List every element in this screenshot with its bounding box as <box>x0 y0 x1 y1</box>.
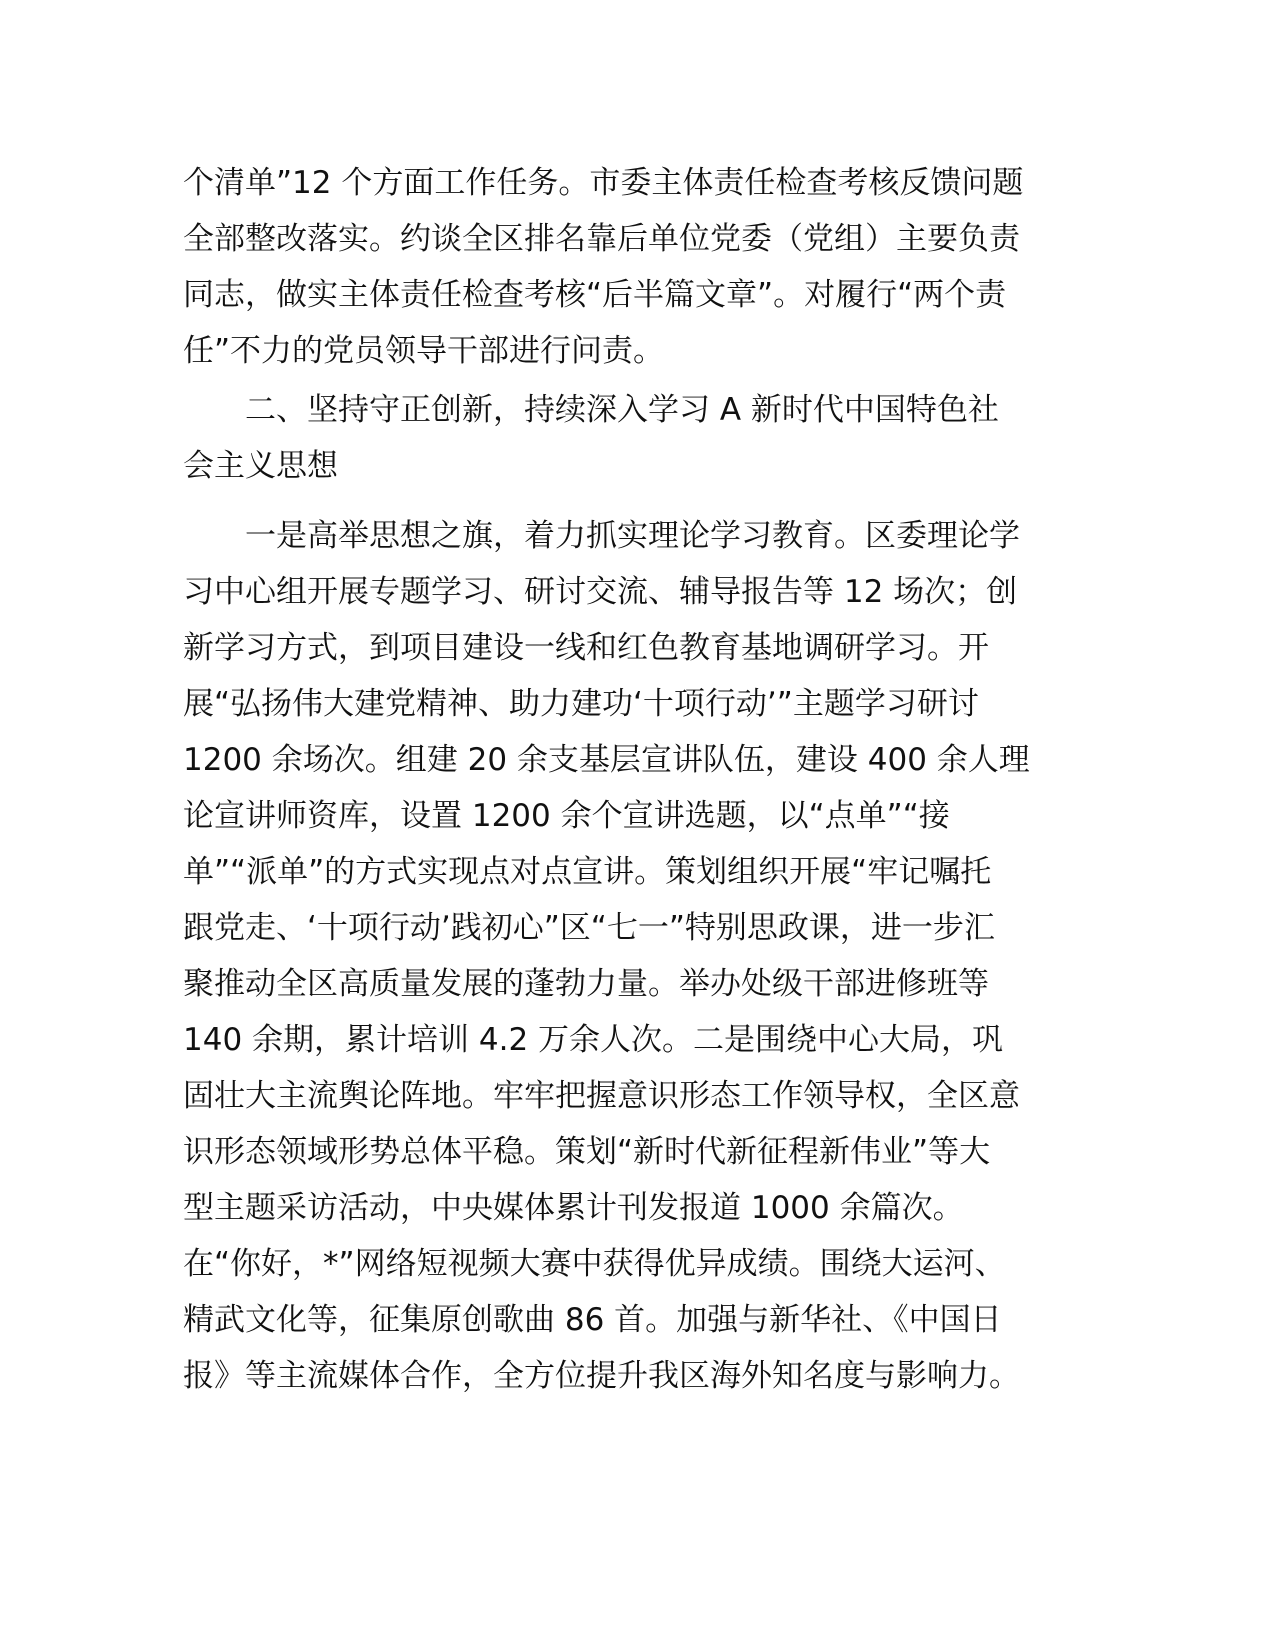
section-heading <box>183 382 1083 494</box>
text-line: 同志，做实主体责任检查考核“后半篇文章”。对履行“两个责 <box>183 277 1007 313</box>
text-line: 任”不力的党员领导干部进行问责。 <box>183 333 665 369</box>
text-line: 单”“派单”的方式实现点对点宣讲。策划组织开展“牢记嘱托 <box>183 854 992 890</box>
text-line: 论宣讲师资库，设置 1200 余个宣讲选题，以“点单”“接 <box>183 798 950 834</box>
text-line: 习中心组开展专题学习、研讨交流、辅导报告等 12 场次；创 <box>183 574 1018 610</box>
text-line: 在“你好，*”网络短视频大赛中获得优异成绩。围绕大运河、 <box>183 1246 1006 1282</box>
text-line: 140 余期，累计培训 4.2 万余人次。二是围绕中心大局，巩 <box>183 1022 1004 1058</box>
text-line: 展“弘扬伟大建党精神、助力建功‘十项行动’”主题学习研讨 <box>183 686 979 722</box>
text-line: 固壮大主流舆论阵地。牢牢把握意识形态工作领导权，全区意 <box>183 1078 1020 1114</box>
text-line: 识形态领域形势总体平稳。策划“新时代新征程新伟业”等大 <box>183 1134 991 1170</box>
paragraph-theory-study <box>183 508 1083 1404</box>
text-line: 1200 余场次。组建 20 余支基层宣讲队伍，建设 400 余人理 <box>183 742 1030 778</box>
heading-line: 会主义思想 <box>183 448 338 484</box>
text-line: 聚推动全区高质量发展的蓬勃力量。举办处级干部进修班等 <box>183 966 989 1002</box>
text-line: 新学习方式，到项目建设一线和红色教育基地调研学习。开 <box>183 630 989 666</box>
text-line: 个清单”12 个方面工作任务。市委主体责任检查考核反馈问题 <box>183 165 1024 201</box>
text-line: 报》等主流媒体合作，全方位提升我区海外知名度与影响力。 <box>183 1358 1020 1394</box>
text-line: 一是高举思想之旗，着力抓实理论学习教育。区委理论学 <box>245 518 1020 554</box>
text-line: 精武文化等，征集原创歌曲 86 首。加强与新华社、《中国日 <box>183 1302 1002 1338</box>
text-line: 跟党走、‘十项行动’践初心”区“七一”特别思政课，进一步汇 <box>183 910 995 946</box>
paragraph-accountability <box>183 155 1083 379</box>
heading-line: 二、坚持守正创新，持续深入学习 A 新时代中国特色社 <box>245 392 999 428</box>
text-line: 型主题采访活动，中央媒体累计刊发报道 1000 余篇次。 <box>183 1190 964 1226</box>
text-line: 全部整改落实。约谈全区排名靠后单位党委（党组）主要负责 <box>183 221 1020 257</box>
